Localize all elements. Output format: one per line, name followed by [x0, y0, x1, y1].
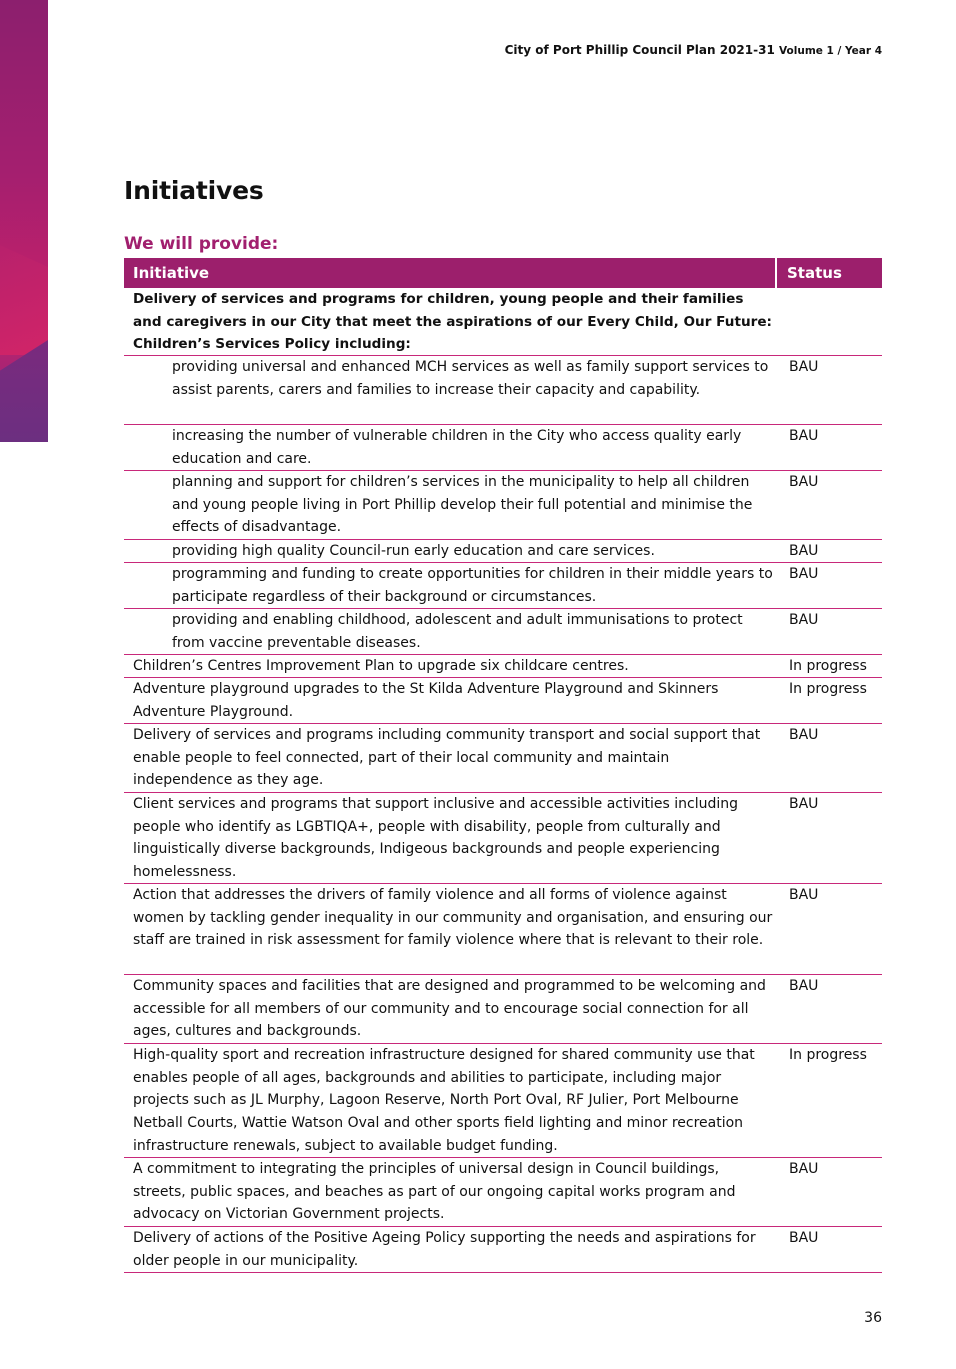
status-cell: In progress	[789, 658, 867, 674]
table-row	[124, 884, 882, 975]
status-cell: BAU	[789, 474, 819, 490]
initiative-cell: planning and support for children’s services in the municipality to help all children and young people living in Port Phillip develop their full potential and minimise the effects of disadvantage.	[172, 474, 753, 536]
initiative-cell: High-quality sport and recreation infrastructure designed for shared community use that enables people of all ages, backgrounds and abilities to participate, including major projects such as JL Murphy, Lagoon Reserve, North Port Oval, RF Julier, Port Melbourne Netball Courts, Wattie Watson Oval and other sports field lighting and minor recreation infrastructure renewals, subject to available budget funding.	[133, 1047, 755, 1154]
initiative-cell: Community spaces and facilities that are designed and programmed to be welcoming and accessible for all members of our community and to encourage social connection for all ages, cultures and backgrounds.	[133, 978, 766, 1040]
table-row	[124, 471, 882, 540]
table-row	[124, 609, 882, 655]
table-row	[124, 356, 882, 425]
status-cell: BAU	[789, 1161, 819, 1177]
table-row	[124, 1044, 882, 1158]
status-cell: BAU	[789, 978, 819, 994]
initiative-cell: Delivery of services and programs including community transport and social support that enable people to feel connected, part of their local community and maintain independence as they age.	[133, 727, 761, 789]
table-row	[124, 724, 882, 793]
initiative-cell: providing universal and enhanced MCH services as well as family support services to assist parents, carers and families to increase their capacity and capability.	[172, 359, 769, 398]
status-cell	[779, 288, 882, 355]
page-number: 36	[864, 1310, 882, 1326]
status-cell: BAU	[789, 1230, 819, 1246]
initiative-cell: Client services and programs that support inclusive and accessible activities including people who identify as LGBTIQA+, people with disability, people from culturally and linguistically diverse backgrounds, Indigeous backgrounds and people experiencing homelessness.	[133, 796, 739, 881]
table-header	[124, 258, 882, 288]
table-row	[124, 975, 882, 1044]
document-header	[505, 43, 882, 57]
table-row	[124, 1158, 882, 1227]
document-volume: Volume 1 / Year 4	[779, 45, 882, 57]
status-cell: BAU	[789, 727, 819, 743]
initiative-cell: Adventure playground upgrades to the St Kilda Adventure Playground and Skinners Adventure Playground.	[133, 681, 719, 720]
table-row	[124, 793, 882, 884]
status-cell: BAU	[789, 566, 819, 582]
initiative-cell: Delivery of services and programs for children, young people and their families and caregivers in our City that meet the aspirations of our Every Child, Our Future: Children’s Services Policy including:	[133, 291, 772, 353]
table-row	[124, 678, 882, 724]
initiative-cell: programming and funding to create opportunities for children in their middle years to participate regardless of their background or circumstances.	[172, 566, 773, 605]
table-row	[124, 288, 882, 356]
initiative-cell: Delivery of actions of the Positive Ageing Policy supporting the needs and aspirations for older people in our municipality.	[133, 1230, 756, 1269]
initiative-cell: providing high quality Council-run early education and care services.	[172, 543, 655, 559]
table-row	[124, 1227, 882, 1273]
table-row	[124, 540, 882, 563]
decorative-side-bar	[0, 0, 48, 442]
section-subheading: We will provide:	[124, 234, 279, 254]
table-row	[124, 655, 882, 678]
initiative-cell: Children’s Centres Improvement Plan to upgrade six childcare centres.	[133, 658, 629, 674]
status-cell: In progress	[789, 681, 867, 697]
initiative-cell: providing and enabling childhood, adolescent and adult immunisations to protect from vaccine preventable diseases.	[172, 612, 743, 651]
initiative-cell: increasing the number of vulnerable children in the City who access quality early education and care.	[172, 428, 742, 467]
column-header-initiative: Initiative	[124, 258, 777, 288]
document-title: City of Port Phillip Council Plan 2021-31	[504, 43, 775, 57]
initiatives-table	[124, 258, 882, 1273]
column-header-status: Status	[787, 264, 842, 282]
status-cell: BAU	[789, 428, 819, 444]
initiative-cell: A commitment to integrating the principles of universal design in Council buildings, streets, public spaces, and beaches as part of our ongoing capital works program and advocacy on Victorian Government projects.	[133, 1161, 736, 1223]
status-cell: BAU	[789, 359, 819, 375]
status-cell: BAU	[789, 543, 819, 559]
table-row	[124, 425, 882, 471]
status-cell: BAU	[789, 612, 819, 628]
table-row	[124, 563, 882, 609]
initiative-cell: Action that addresses the drivers of family violence and all forms of violence against women by tackling gender inequality in our community and organisation, and ensuring our staff are trained in risk assessment for family violence where that is relevant to their role.	[133, 887, 773, 949]
status-cell: BAU	[789, 887, 819, 903]
status-cell: In progress	[789, 1047, 867, 1063]
page-title: Initiatives	[124, 176, 264, 205]
status-cell: BAU	[789, 796, 819, 812]
